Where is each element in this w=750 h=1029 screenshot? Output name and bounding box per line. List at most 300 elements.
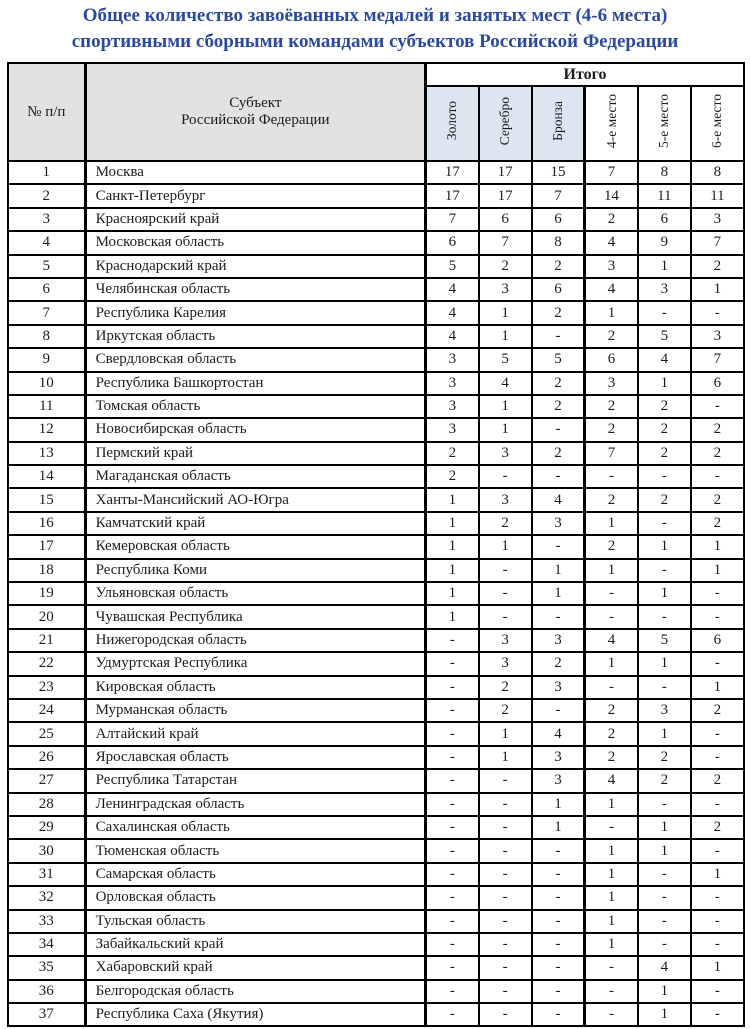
- table-row: [8, 863, 744, 886]
- value-cell: -: [426, 816, 479, 839]
- subject-name: Краснодарский край: [85, 255, 425, 278]
- value-cell: 2: [638, 746, 691, 769]
- col-header-num: № п/п: [8, 63, 85, 161]
- row-number: 26: [8, 746, 85, 769]
- subject-name: Тюменская область: [85, 839, 425, 862]
- row-number: 16: [8, 512, 85, 535]
- value-cell: 4: [638, 348, 691, 371]
- value-cell: -: [532, 535, 585, 558]
- table-row: [8, 1003, 744, 1026]
- value-cell: 7: [479, 231, 532, 254]
- table-row: [8, 255, 744, 278]
- subject-name: Камчатский край: [85, 512, 425, 535]
- subject-name: Республика Башкортостан: [85, 372, 425, 395]
- col-header-place5: [638, 86, 691, 161]
- value-cell: 6: [691, 629, 744, 652]
- value-cell: 2: [426, 442, 479, 465]
- value-cell: -: [479, 465, 532, 488]
- value-cell: 2: [638, 488, 691, 511]
- table-row: [8, 395, 744, 418]
- table-row: [8, 956, 744, 979]
- table-row: [8, 442, 744, 465]
- subject-name: Ульяновская область: [85, 582, 425, 605]
- value-cell: -: [426, 1003, 479, 1026]
- value-cell: 8: [691, 161, 744, 184]
- table-row: [8, 301, 744, 324]
- value-cell: -: [585, 816, 638, 839]
- value-cell: -: [638, 933, 691, 956]
- table-row: [8, 535, 744, 558]
- subject-name: Ярославская область: [85, 746, 425, 769]
- value-cell: 3: [479, 629, 532, 652]
- subject-name: Самарская область: [85, 863, 425, 886]
- value-cell: -: [532, 605, 585, 628]
- col-header-subject: [85, 63, 425, 161]
- value-cell: 2: [638, 418, 691, 441]
- value-cell: 11: [638, 184, 691, 207]
- row-number: 12: [8, 418, 85, 441]
- value-cell: 3: [532, 629, 585, 652]
- value-cell: 2: [638, 769, 691, 792]
- value-cell: -: [532, 886, 585, 909]
- value-cell: -: [426, 652, 479, 675]
- row-number: 28: [8, 793, 85, 816]
- table-row: [8, 161, 744, 184]
- value-cell: -: [426, 722, 479, 745]
- subject-name: Санкт-Петербург: [85, 184, 425, 207]
- value-cell: 3: [638, 699, 691, 722]
- table-row: [8, 699, 744, 722]
- row-number: 22: [8, 652, 85, 675]
- subject-name: Пермский край: [85, 442, 425, 465]
- value-cell: 2: [532, 442, 585, 465]
- value-cell: -: [585, 676, 638, 699]
- value-cell: -: [479, 816, 532, 839]
- table-row: [8, 980, 744, 1003]
- value-cell: 6: [532, 278, 585, 301]
- col-header-gold: [426, 86, 479, 161]
- value-cell: -: [691, 605, 744, 628]
- value-cell: 17: [479, 184, 532, 207]
- col-header-place6-label: 6-е место: [709, 94, 725, 148]
- row-number: 29: [8, 816, 85, 839]
- value-cell: 1: [479, 746, 532, 769]
- table-row: [8, 559, 744, 582]
- value-cell: -: [426, 793, 479, 816]
- table-row: [8, 816, 744, 839]
- value-cell: -: [691, 910, 744, 933]
- value-cell: -: [691, 722, 744, 745]
- value-cell: 2: [532, 652, 585, 675]
- value-cell: 2: [585, 699, 638, 722]
- value-cell: -: [691, 582, 744, 605]
- row-number: 4: [8, 231, 85, 254]
- value-cell: 8: [532, 231, 585, 254]
- value-cell: 4: [532, 488, 585, 511]
- value-cell: 1: [638, 839, 691, 862]
- col-header-silver: [479, 86, 532, 161]
- value-cell: 1: [426, 559, 479, 582]
- value-cell: 4: [532, 722, 585, 745]
- value-cell: 8: [638, 161, 691, 184]
- value-cell: 6: [426, 231, 479, 254]
- subject-name: Новосибирская область: [85, 418, 425, 441]
- value-cell: -: [426, 980, 479, 1003]
- value-cell: 2: [585, 208, 638, 231]
- table-header: [8, 63, 744, 161]
- col-header-place4-label: 4-е место: [603, 94, 619, 148]
- value-cell: -: [638, 559, 691, 582]
- value-cell: 1: [638, 535, 691, 558]
- value-cell: 4: [585, 769, 638, 792]
- value-cell: -: [691, 395, 744, 418]
- value-cell: 3: [532, 769, 585, 792]
- value-cell: 1: [426, 605, 479, 628]
- row-number: 2: [8, 184, 85, 207]
- value-cell: 3: [479, 442, 532, 465]
- value-cell: 3: [479, 278, 532, 301]
- value-cell: -: [479, 956, 532, 979]
- value-cell: 9: [638, 231, 691, 254]
- value-cell: 17: [426, 184, 479, 207]
- value-cell: 4: [426, 325, 479, 348]
- value-cell: 2: [691, 816, 744, 839]
- row-number: 8: [8, 325, 85, 348]
- subject-name: Томская область: [85, 395, 425, 418]
- value-cell: -: [691, 886, 744, 909]
- value-cell: -: [585, 605, 638, 628]
- value-cell: -: [532, 465, 585, 488]
- value-cell: 4: [426, 278, 479, 301]
- value-cell: 1: [585, 301, 638, 324]
- table-row: [8, 348, 744, 371]
- value-cell: -: [479, 1003, 532, 1026]
- subject-name: Чувашская Республика: [85, 605, 425, 628]
- value-cell: 1: [585, 886, 638, 909]
- value-cell: 3: [426, 348, 479, 371]
- value-cell: 1: [479, 325, 532, 348]
- page-title: [0, 0, 750, 55]
- value-cell: 1: [638, 372, 691, 395]
- value-cell: 1: [691, 559, 744, 582]
- table-row: [8, 278, 744, 301]
- value-cell: -: [426, 676, 479, 699]
- row-number: 31: [8, 863, 85, 886]
- subject-name: Московская область: [85, 231, 425, 254]
- table-row: [8, 910, 744, 933]
- value-cell: 1: [638, 816, 691, 839]
- value-cell: 1: [426, 535, 479, 558]
- value-cell: 2: [691, 512, 744, 535]
- value-cell: 1: [638, 980, 691, 1003]
- value-cell: -: [479, 605, 532, 628]
- table-row: [8, 605, 744, 628]
- value-cell: 1: [479, 301, 532, 324]
- table-row: [8, 886, 744, 909]
- value-cell: 2: [691, 769, 744, 792]
- value-cell: 5: [638, 325, 691, 348]
- value-cell: -: [426, 910, 479, 933]
- table-body: [8, 161, 744, 1026]
- value-cell: -: [532, 956, 585, 979]
- row-number: 34: [8, 933, 85, 956]
- value-cell: -: [691, 301, 744, 324]
- value-cell: 5: [479, 348, 532, 371]
- col-header-silver-label: Серебро: [497, 96, 513, 146]
- row-number: 20: [8, 605, 85, 628]
- value-cell: 5: [426, 255, 479, 278]
- value-cell: 6: [479, 208, 532, 231]
- subject-name: Алтайский край: [85, 722, 425, 745]
- value-cell: 3: [691, 208, 744, 231]
- value-cell: -: [585, 956, 638, 979]
- value-cell: -: [479, 582, 532, 605]
- value-cell: 2: [691, 255, 744, 278]
- subject-name: Хабаровский край: [85, 956, 425, 979]
- value-cell: 2: [691, 442, 744, 465]
- value-cell: 1: [691, 863, 744, 886]
- value-cell: 4: [638, 956, 691, 979]
- value-cell: 4: [585, 231, 638, 254]
- table-row: [8, 793, 744, 816]
- row-number: 19: [8, 582, 85, 605]
- value-cell: 2: [585, 746, 638, 769]
- row-number: 27: [8, 769, 85, 792]
- value-cell: -: [532, 418, 585, 441]
- row-number: 37: [8, 1003, 85, 1026]
- value-cell: 2: [532, 372, 585, 395]
- value-cell: 11: [691, 184, 744, 207]
- value-cell: 1: [585, 793, 638, 816]
- value-cell: 15: [532, 161, 585, 184]
- value-cell: 3: [638, 278, 691, 301]
- row-number: 33: [8, 910, 85, 933]
- subject-name: Нижегородская область: [85, 629, 425, 652]
- value-cell: 1: [426, 582, 479, 605]
- subject-name: Кировская область: [85, 676, 425, 699]
- value-cell: 2: [479, 512, 532, 535]
- value-cell: 6: [638, 208, 691, 231]
- value-cell: -: [532, 1003, 585, 1026]
- row-number: 13: [8, 442, 85, 465]
- value-cell: -: [426, 746, 479, 769]
- value-cell: 7: [585, 161, 638, 184]
- row-number: 24: [8, 699, 85, 722]
- value-cell: 1: [585, 839, 638, 862]
- row-number: 9: [8, 348, 85, 371]
- value-cell: -: [479, 863, 532, 886]
- col-header-bronze-label: Бронза: [549, 101, 565, 141]
- table-row: [8, 629, 744, 652]
- value-cell: 3: [426, 395, 479, 418]
- value-cell: 7: [691, 348, 744, 371]
- value-cell: 1: [691, 535, 744, 558]
- table-row: [8, 465, 744, 488]
- value-cell: -: [426, 629, 479, 652]
- value-cell: 17: [426, 161, 479, 184]
- value-cell: -: [479, 839, 532, 862]
- col-header-bronze: [532, 86, 585, 161]
- col-header-place4: [585, 86, 638, 161]
- row-number: 30: [8, 839, 85, 862]
- value-cell: -: [479, 886, 532, 909]
- value-cell: -: [691, 652, 744, 675]
- value-cell: 5: [532, 348, 585, 371]
- value-cell: -: [638, 512, 691, 535]
- value-cell: 2: [585, 325, 638, 348]
- value-cell: -: [585, 465, 638, 488]
- subject-name: Москва: [85, 161, 425, 184]
- value-cell: -: [638, 910, 691, 933]
- value-cell: 3: [479, 652, 532, 675]
- table-row: [8, 208, 744, 231]
- value-cell: 2: [585, 418, 638, 441]
- value-cell: -: [479, 980, 532, 1003]
- value-cell: 1: [426, 512, 479, 535]
- table-row: [8, 746, 744, 769]
- row-number: 36: [8, 980, 85, 1003]
- value-cell: 5: [638, 629, 691, 652]
- page-title-line2: спортивными сборными командами субъектов Российской Федерации: [71, 31, 679, 52]
- value-cell: -: [479, 933, 532, 956]
- value-cell: -: [638, 793, 691, 816]
- value-cell: 1: [691, 278, 744, 301]
- value-cell: -: [532, 325, 585, 348]
- value-cell: 1: [479, 722, 532, 745]
- value-cell: -: [638, 465, 691, 488]
- value-cell: -: [426, 933, 479, 956]
- table-row: [8, 582, 744, 605]
- row-number: 25: [8, 722, 85, 745]
- row-number: 23: [8, 676, 85, 699]
- col-header-place6: [691, 86, 744, 161]
- value-cell: -: [479, 559, 532, 582]
- value-cell: 1: [585, 863, 638, 886]
- value-cell: 1: [585, 559, 638, 582]
- row-number: 1: [8, 161, 85, 184]
- subject-name: Республика Карелия: [85, 301, 425, 324]
- value-cell: -: [532, 699, 585, 722]
- subject-name: Ленинградская область: [85, 793, 425, 816]
- subject-name: Мурманская область: [85, 699, 425, 722]
- value-cell: -: [691, 839, 744, 862]
- value-cell: 1: [638, 255, 691, 278]
- value-cell: -: [585, 980, 638, 1003]
- value-cell: 2: [638, 442, 691, 465]
- subject-name: Тульская область: [85, 910, 425, 933]
- value-cell: 4: [426, 301, 479, 324]
- value-cell: 3: [532, 676, 585, 699]
- value-cell: 7: [691, 231, 744, 254]
- value-cell: -: [638, 676, 691, 699]
- col-header-gold-label: Золото: [444, 101, 460, 141]
- value-cell: 2: [532, 255, 585, 278]
- subject-name: Иркутская область: [85, 325, 425, 348]
- value-cell: 1: [532, 793, 585, 816]
- value-cell: 3: [426, 372, 479, 395]
- value-cell: 1: [479, 418, 532, 441]
- value-cell: 2: [479, 676, 532, 699]
- row-number: 5: [8, 255, 85, 278]
- value-cell: 3: [532, 746, 585, 769]
- value-cell: -: [638, 301, 691, 324]
- subject-name: Челябинская область: [85, 278, 425, 301]
- subject-name: Удмуртская Республика: [85, 652, 425, 675]
- page-title-line1: Общее количество завоёванных медалей и занятых мест (4-6 места): [82, 5, 668, 26]
- medals-table: [7, 62, 745, 1027]
- table-row: [8, 933, 744, 956]
- table-row: [8, 839, 744, 862]
- table-row: [8, 184, 744, 207]
- value-cell: 2: [691, 488, 744, 511]
- value-cell: 2: [585, 535, 638, 558]
- value-cell: 1: [691, 956, 744, 979]
- value-cell: 4: [585, 629, 638, 652]
- row-number: 11: [8, 395, 85, 418]
- value-cell: 7: [585, 442, 638, 465]
- value-cell: 1: [638, 722, 691, 745]
- value-cell: 1: [532, 582, 585, 605]
- value-cell: -: [691, 980, 744, 1003]
- value-cell: -: [479, 910, 532, 933]
- subject-name: Республика Коми: [85, 559, 425, 582]
- row-number: 6: [8, 278, 85, 301]
- value-cell: -: [691, 1003, 744, 1026]
- subject-name: Орловская область: [85, 886, 425, 909]
- value-cell: -: [532, 980, 585, 1003]
- value-cell: 1: [585, 910, 638, 933]
- row-number: 3: [8, 208, 85, 231]
- table-row: [8, 722, 744, 745]
- subject-name: Сахалинская область: [85, 816, 425, 839]
- value-cell: -: [479, 769, 532, 792]
- row-number: 7: [8, 301, 85, 324]
- value-cell: 2: [585, 722, 638, 745]
- value-cell: -: [691, 465, 744, 488]
- value-cell: 1: [638, 582, 691, 605]
- value-cell: 3: [691, 325, 744, 348]
- subject-name: Республика Татарстан: [85, 769, 425, 792]
- value-cell: -: [426, 769, 479, 792]
- table-row: [8, 231, 744, 254]
- table-row: [8, 488, 744, 511]
- value-cell: -: [426, 839, 479, 862]
- row-number: 15: [8, 488, 85, 511]
- subject-name: Республика Саха (Якутия): [85, 1003, 425, 1026]
- value-cell: -: [426, 863, 479, 886]
- value-cell: -: [638, 863, 691, 886]
- value-cell: -: [585, 582, 638, 605]
- col-header-total: Итого: [426, 63, 744, 86]
- value-cell: -: [691, 746, 744, 769]
- subject-name: Кемеровская область: [85, 535, 425, 558]
- table-row: [8, 512, 744, 535]
- subject-name: Красноярский край: [85, 208, 425, 231]
- table-row: [8, 769, 744, 792]
- col-header-subject-line2: Российской Федерации: [181, 112, 330, 128]
- value-cell: 14: [585, 184, 638, 207]
- table-row: [8, 325, 744, 348]
- value-cell: -: [532, 910, 585, 933]
- value-cell: 7: [532, 184, 585, 207]
- value-cell: 2: [585, 395, 638, 418]
- value-cell: 1: [585, 652, 638, 675]
- value-cell: 3: [585, 255, 638, 278]
- value-cell: -: [532, 933, 585, 956]
- row-number: 35: [8, 956, 85, 979]
- subject-name: Белгородская область: [85, 980, 425, 1003]
- value-cell: 6: [585, 348, 638, 371]
